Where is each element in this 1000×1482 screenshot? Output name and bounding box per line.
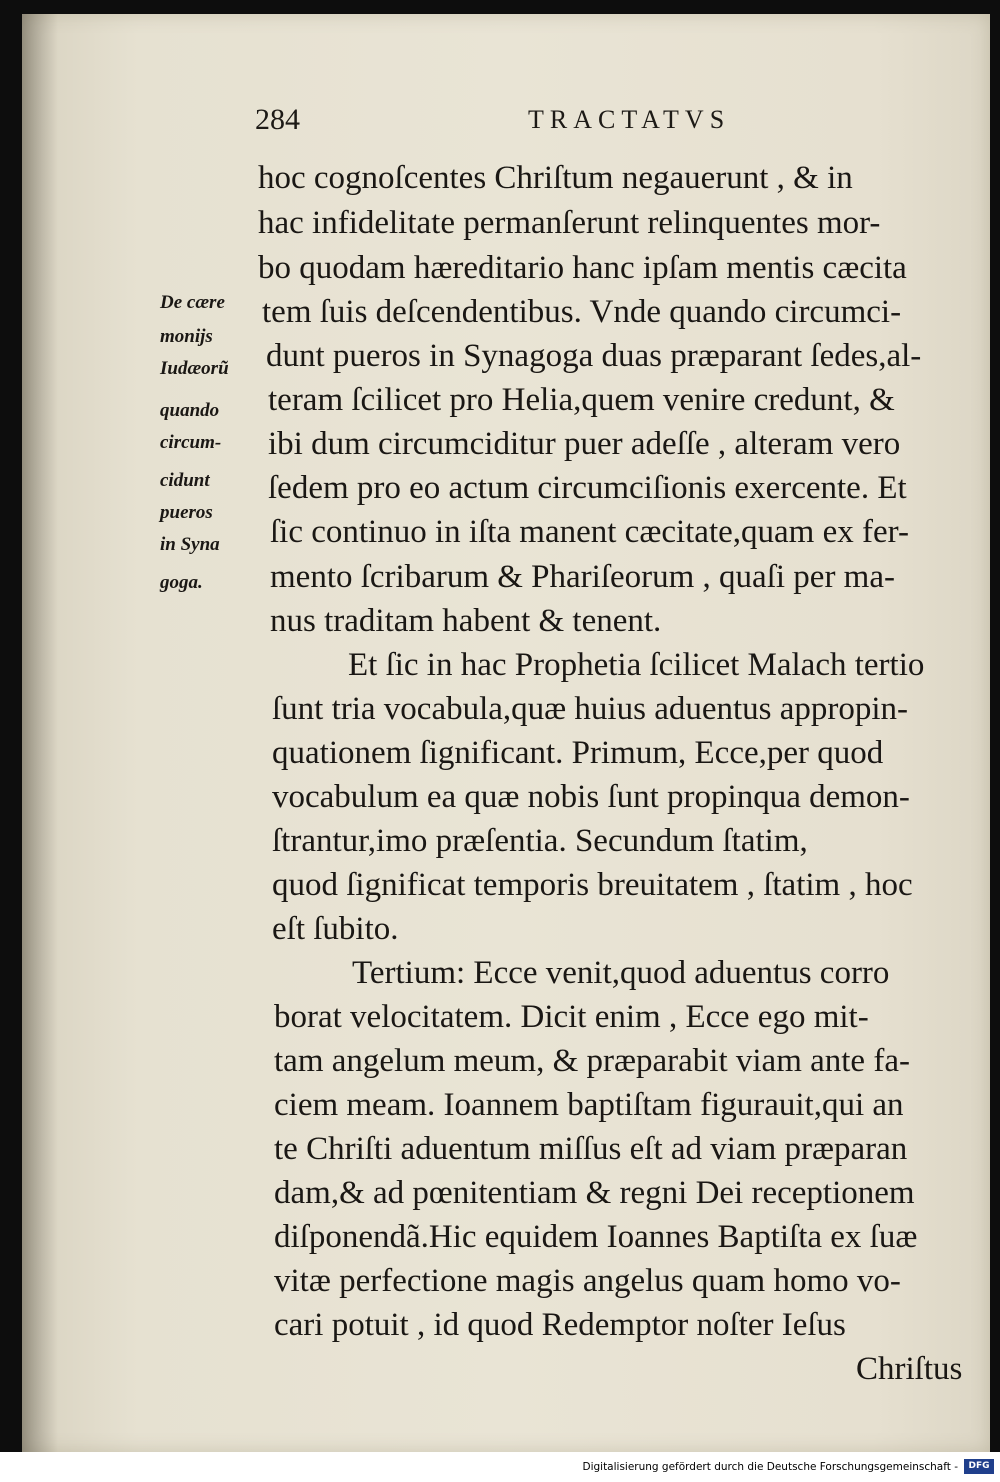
margin-note-line: circum- xyxy=(160,432,222,453)
page-number: 284 xyxy=(255,103,300,136)
text-line: dunt pueros in Synagoga duas præparant ſedes,al- xyxy=(266,338,922,374)
margin-note-line: pueros xyxy=(160,502,213,523)
text-line: hoc cognoſcentes Chriſtum negauerunt , & in xyxy=(258,160,853,196)
text-line: bo quodam hæreditario hanc ipſam mentis cæcita xyxy=(258,250,907,286)
margin-note-line: in Syna xyxy=(160,534,220,555)
text-line: ibi dum circumciditur puer adeſſe , alteram vero xyxy=(268,426,901,462)
text-line: hac infidelitate permanſerunt relinquentes mor- xyxy=(258,205,881,241)
text-line: Chriſtus xyxy=(856,1351,963,1387)
margin-note-line: cidunt xyxy=(160,470,210,491)
text-line: ciem meam. Ioannem baptiſtam figurauit,qui an xyxy=(274,1087,904,1123)
gutter-shadow xyxy=(22,14,58,1452)
text-line: mento ſcribarum & Phariſeorum , quaſi per ma- xyxy=(270,559,895,595)
text-line: ſtrantur,imo præſentia. Secundum ſtatim, xyxy=(272,823,808,859)
dfg-logo: DFG xyxy=(964,1459,994,1474)
text-line: dam,& ad pœnitentiam & regni Dei receptionem xyxy=(274,1175,915,1211)
text-line: quationem ſignificant. Primum, Ecce,per quod xyxy=(272,735,884,771)
text-line: nus traditam habent & tenent. xyxy=(270,603,662,639)
text-line: ſunt tria vocabula,quæ huius aduentus appropin- xyxy=(272,691,909,727)
text-line: borat velocitatem. Dicit enim , Ecce ego mit- xyxy=(274,999,869,1035)
text-line: te Chriſti aduentum miſſus eſt ad viam præparan xyxy=(274,1131,908,1167)
footer-credit: Digitalisierung gefördert durch die Deutsche Forschungsgemeinschaft - xyxy=(582,1461,958,1473)
margin-note-line: monijs xyxy=(160,326,213,347)
text-line: vitæ perfectione magis angelus quam homo vo- xyxy=(274,1263,901,1299)
text-line: ſic continuo in iſta manent cæcitate,quam ex fer- xyxy=(270,514,909,550)
text-line: ſedem pro eo actum circumciſionis exercente. Et xyxy=(268,470,907,506)
margin-note-line: quando xyxy=(160,400,220,421)
footer-bar xyxy=(0,1452,1000,1482)
text-line: tem ſuis deſcendentibus. Vnde quando circumci- xyxy=(262,294,902,330)
margin-note-line: Iudæorũ xyxy=(160,358,229,379)
text-line: vocabulum ea quæ nobis ſunt propinqua demon- xyxy=(272,779,910,815)
text-line: Tertium: Ecce venit,quod aduentus corro xyxy=(352,955,890,991)
text-line: tam angelum meum, & præparabit viam ante fa- xyxy=(274,1043,910,1079)
text-line: eſt ſubito. xyxy=(272,911,399,947)
running-title: TRACTATVS xyxy=(528,105,731,134)
margin-note-line: De cære xyxy=(160,292,225,313)
margin-note-line: goga. xyxy=(160,572,203,593)
text-line: cari potuit , id quod Redemptor noſter Ieſus xyxy=(274,1307,846,1343)
text-line: diſponendã.Hic equidem Ioannes Baptiſta ex ſuæ xyxy=(274,1219,918,1255)
text-line: teram ſcilicet pro Helia,quem venire credunt, & xyxy=(268,382,895,418)
text-line: Et ſic in hac Prophetia ſcilicet Malach tertio xyxy=(348,647,925,683)
text-line: quod ſignificat temporis breuitatem , ſtatim , hoc xyxy=(272,867,913,903)
